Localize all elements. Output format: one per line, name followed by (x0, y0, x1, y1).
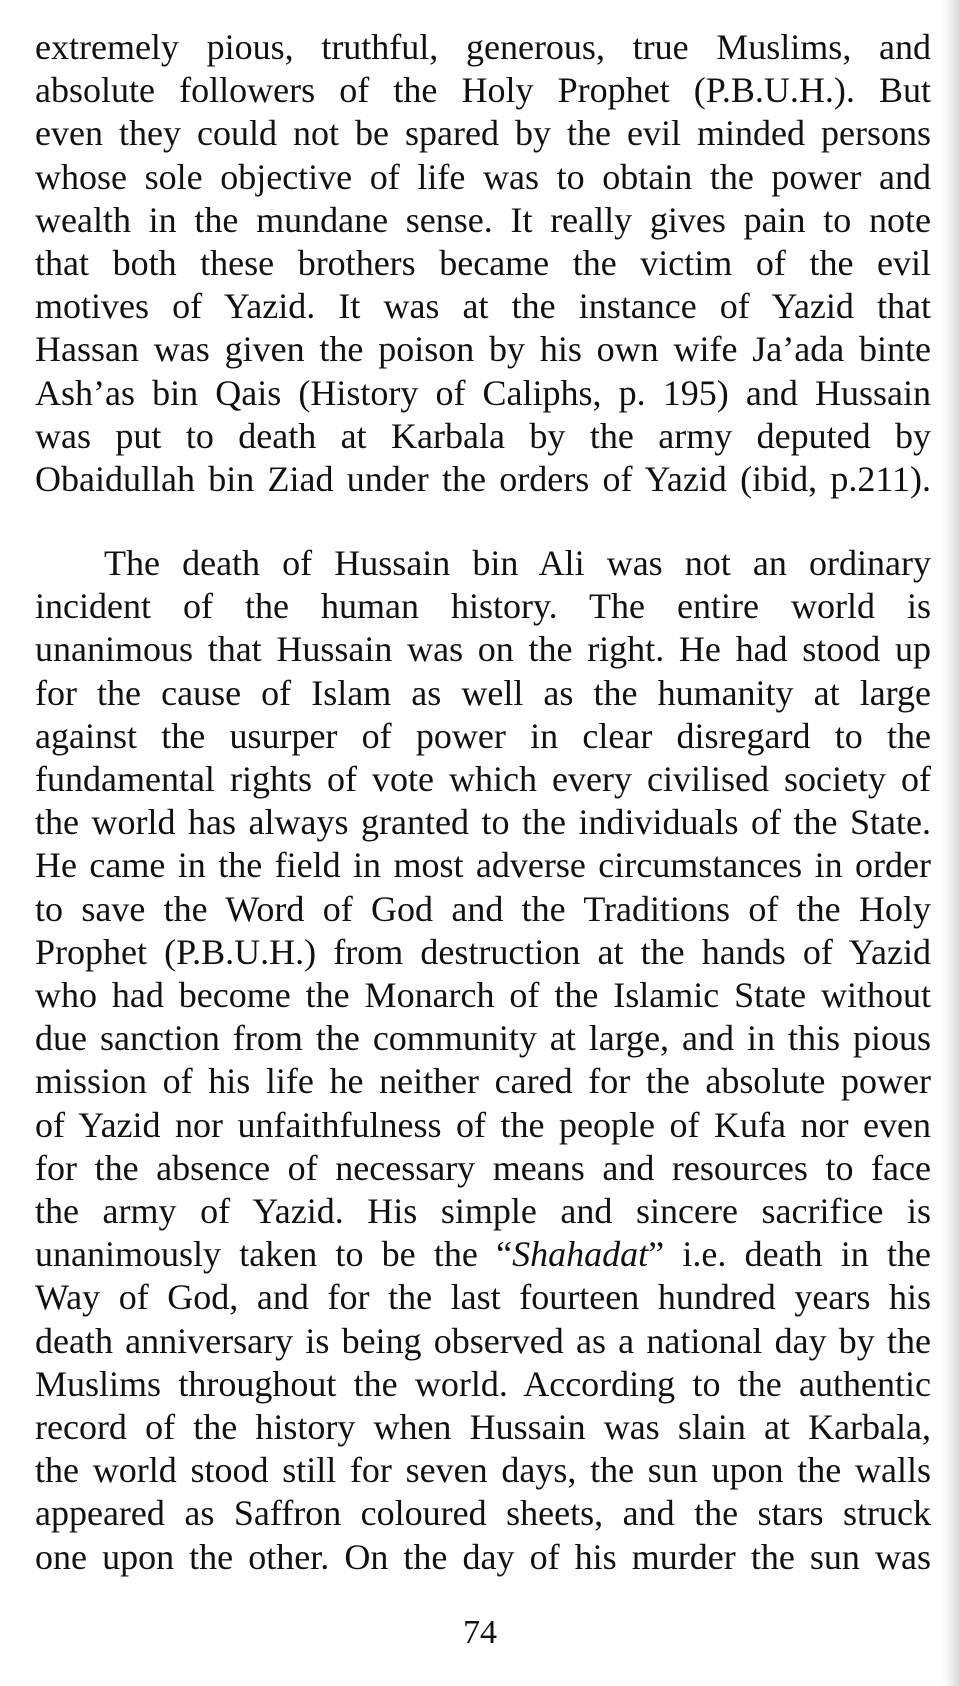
paragraph-line: for the cause of Islam as well as the humanity at large (35, 672, 931, 713)
paragraph-line: who had become the Monarch of the Islamic State without (35, 975, 931, 1016)
paragraph-line: for the absence of necessary means and resources to face (35, 1147, 931, 1188)
paragraph-line: Prophet (P.B.U.H.) from destruction at the hands of Yazid (35, 931, 931, 972)
paragraph-line-part: ” i.e. death in the (648, 1234, 931, 1275)
paragraph-line: incident of the human history. The entire world is (35, 586, 931, 627)
paragraph-line: to save the Word of God and the Traditions of the Holy (35, 888, 931, 929)
paragraph-line: unanimous that Hussain was on the right. He had stood up (35, 629, 931, 670)
paragraph-line: Way of God, and for the last fourteen hundred years his (35, 1277, 931, 1318)
paragraph-line: Muslims throughout the world. According to the authentic (35, 1363, 931, 1404)
paragraph-line: Obaidullah bin Ziad under the orders of Yazid (ibid, p.211). (35, 459, 931, 500)
paragraph-line: was put to death at Karbala by the army deputed by (35, 415, 931, 456)
paragraph-line: extremely pious, truthful, generous, true Muslims, and (35, 27, 931, 67)
paragraph-line: whose sole objective of life was to obtain the power and (35, 156, 931, 197)
paragraph-line: Hassan was given the poison by his own wife Ja’ada binte (35, 329, 931, 370)
paragraph-line: against the usurper of power in clear disregard to the (35, 715, 931, 756)
paragraph-line: even they could not be spared by the evil minded persons (35, 113, 931, 154)
paragraph-line: He came in the field in most adverse circumstances in order (35, 845, 931, 886)
paragraph-line: fundamental rights of vote which every civilised society of (35, 759, 931, 800)
paragraph-line: the army of Yazid. His simple and sincere sacrifice is (35, 1191, 931, 1232)
paragraph-line: of Yazid nor unfaithfulness of the people of Kufa nor even (35, 1104, 931, 1145)
scan-edge-shadow (942, 0, 960, 1686)
paragraph-line-part: unanimously taken to be the “ (35, 1234, 513, 1275)
paragraph-line: motives of Yazid. It was at the instance of Yazid that (35, 286, 931, 327)
paragraph-line: appeared as Saffron coloured sheets, and the stars struck (35, 1493, 931, 1534)
page-number: 74 (463, 1614, 497, 1651)
italic-term-shahadat: Shahadat (512, 1234, 649, 1275)
paragraph-line: one upon the other. On the day of his murder the sun was (35, 1536, 931, 1577)
paragraph-line: the world stood still for seven days, the sun upon the walls (35, 1450, 931, 1491)
paragraph-line: The death of Hussain bin Ali was not an ordinary (104, 543, 931, 583)
paragraph-line: Ash’as bin Qais (History of Caliphs, p. 195) and Hussain (35, 372, 931, 413)
paragraph-line: death anniversary is being observed as a national day by the (35, 1320, 931, 1361)
paragraph-line: due sanction from the community at large, and in this pious (35, 1018, 931, 1059)
paragraph-line (35, 1233, 931, 1276)
paragraph-line: wealth in the mundane sense. It really gives pain to note (35, 199, 931, 240)
paragraph-line: that both these brothers became the victim of the evil (35, 243, 931, 284)
paragraph-2 (35, 542, 931, 1579)
paragraph-line: record of the history when Hussain was slain at Karbala, (35, 1407, 931, 1448)
paragraph-line: mission of his life he neither cared for the absolute power (35, 1061, 931, 1102)
paragraph-line: absolute followers of the Holy Prophet (P.B.U.H.). But (35, 70, 931, 111)
paragraph-line: the world has always granted to the individuals of the State. (35, 802, 931, 843)
paragraph-1 (35, 26, 931, 501)
